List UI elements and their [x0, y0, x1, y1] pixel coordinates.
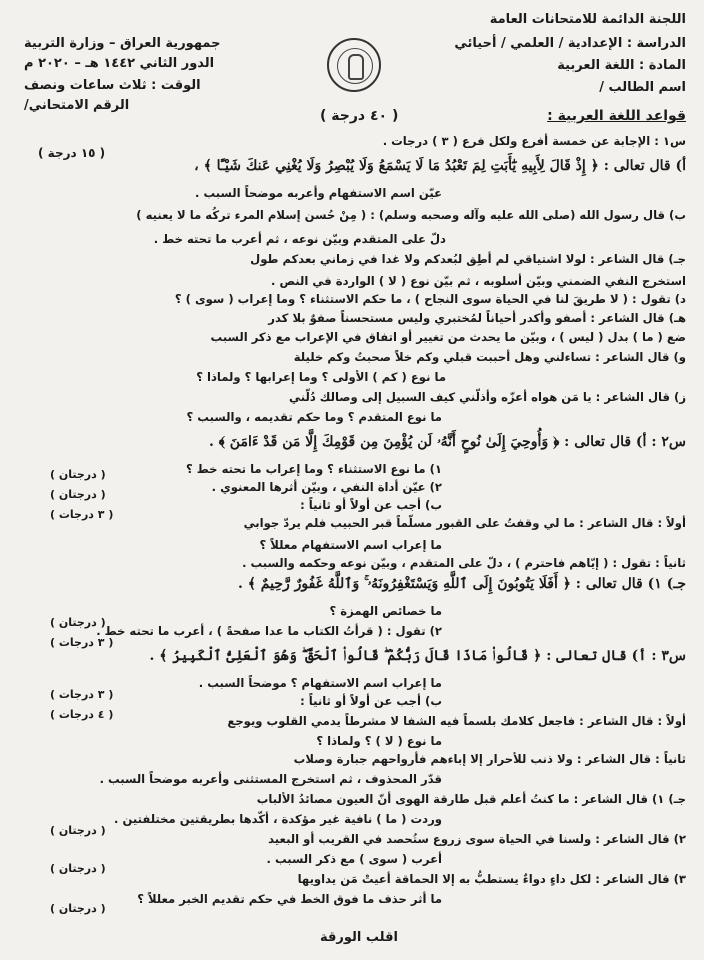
q2-mark-2: ( درجتان ): [50, 488, 106, 501]
header-student-name: اسم الطالب /: [599, 80, 686, 95]
header-committee: اللجنة الدائمة للامتحانات العامة: [489, 12, 686, 27]
header-exam-number: الرقم الامتحاني/: [24, 98, 130, 113]
q2-b-first: أولاً : قال الشاعر : ما لي وقفتُ على القبور مسلّماً قبر الحبيب فلم يردّ جوابي: [243, 516, 686, 530]
q2-c-2: ٢) تقول : ( قرأتُ الكتاب ما عدا صفحةً ) ، أعرب ما تحته خط .: [96, 624, 442, 638]
q3-mark-5: ( درجتان ): [50, 902, 106, 915]
q1-a-verse: أ) قال تعالى : ﴿ إِذْ قَالَ لِأَبِيهِ يَٰٓأَبَتِ لِمَ تَعْبُدُ مَا لَا يَسْمَعُ وَلَا يُبْصِرُ وَلَا يُغْنِي عَنكَ شَيْـًٔا ﴾ ،: [194, 158, 686, 174]
q3-b-second-task: قدّر المحذوف ، ثم استخرج المستثنى وأعربه موضحاً السبب .: [99, 772, 442, 786]
q1-a-task: عيّن اسم الاستفهام وأعربه موضحاً السبب .: [195, 186, 442, 200]
q3-b-second: ثانياً : قال الشاعر : ولا ذنب للأحرار إلا إباءهم فأرواحهم جبارة وصلاب: [293, 752, 686, 766]
q2-b-second: ثانياً : تقول : ( إيّاهم فاحترم ) ، دلّ على المتقدم ، وبيّن نوعه وحكمه والسبب .: [242, 556, 686, 570]
turn-page-note: اقلب الورقة: [320, 930, 398, 945]
q3-b-first: أولاً : قال الشاعر : فاجعل كلامك بلسماً فيه الشفا لا مشرطاً يدمي القلوب ويوجع: [227, 714, 686, 728]
q3-mark-2: ( ٤ درجات ): [50, 708, 114, 721]
q3-a-task: ما إعراب اسم الاستفهام ؟ موضحاً السبب .: [198, 676, 442, 690]
q1-e-verse: هـ) قال الشاعر : أصفو وأكدر أحياناً لمُختبري وليس مستحسناً صفوٌ بلا كدر: [268, 311, 686, 325]
q3-c-2-verse: ٢) قال الشاعر : ولسنا في الحياة سوى زروع ستُحصد في القريب أو البعيد: [268, 832, 686, 846]
q1-c-verse: جـ) قال الشاعر : لولا اشتياقي لم أطِق لبُعدكم ولا غدا في زماني بعدكم طول: [250, 252, 686, 266]
q1-marks: ( ١٥ درجة ): [38, 146, 106, 160]
q2-b-first-task: ما إعراب اسم الاستفهام معللاً ؟: [259, 538, 442, 552]
q3-a-verse: س٣ : أ) قال تعالى : ﴿ قَالُوا۟ مَاذَا قَالَ رَبُّكُمْ ۖ قَالُوا۟ ٱلْحَقَّ ۖ وَهُوَ ٱلْعَلِىُّ ٱلْكَبِيرُ ﴾ .: [149, 648, 686, 664]
q2-b-instr: ب) أجب عن أولاً أو ثانياً :: [300, 498, 442, 512]
q1-g-verse: ز) قال الشاعر : يا مَن هواه أعزّه وأذلّني كيف السبيل إلى وصالك دُلّني: [289, 390, 686, 404]
q1-e-task: ضع ( ما ) بدل ( ليس ) ، وبيّن ما يحدث من تغيير أو اتفاق في الإعراب مع ذكر السبب: [210, 330, 686, 344]
q3-c-2-task: أعرب ( سوى ) مع ذكر السبب .: [266, 852, 442, 866]
q3-mark-4: ( درجتان ): [50, 862, 106, 875]
q2-mark-3: ( ٣ درجات ): [50, 508, 114, 521]
q3-mark-1: ( ٣ درجات ): [50, 688, 114, 701]
q2-c-verse: جـ) ١) قال تعالى : ﴿ أَفَلَا يَتُوبُونَ إِلَى ٱللَّهِ وَيَسْتَغْفِرُونَهُۥ ۚ وَٱللَّهُ غَفُورٌ رَّحِيمٌ ﴾ .: [237, 576, 686, 592]
header-time: الوقت : ثلاث ساعات ونصف: [24, 78, 201, 93]
q2-a-verse: س٢ : أ) قال تعالى : ﴿ وَأُوحِيَ إِلَىٰ نُوحٍ أَنَّهُۥ لَن يُؤْمِنَ مِن قَوْمِكَ إِلَّا مَن قَدْ ءَامَنَ ﴾ .: [208, 434, 686, 450]
q1-f-task: ما نوع ( كم ) الأولى ؟ وما إعرابها ؟ ولماذا ؟: [196, 370, 446, 384]
q3-c-3-verse: ٣) قال الشاعر : لكل داءٍ دواءٌ يستطبُّ به إلا الحماقة أعيتْ مَن يداويها: [297, 872, 686, 886]
q1-b-text: ب) قال رسول الله (صلى الله عليه وآله وصحبه وسلم) : ( مِنْ حُسن إسلام المرء تركُه ما لا يعنيه ): [136, 208, 686, 222]
q1-d-text: د) تقول : ( لا طريقَ لنا في الحياة سوى النجاح ) ، ما حكم الاستثناء ؟ وما إعراب ( سوى ) ؟: [174, 292, 686, 306]
ministry-seal-logo: [327, 38, 381, 92]
q3-b-first-task: ما نوع ( لا ) ؟ ولماذا ؟: [316, 734, 442, 748]
section-marks: ( ٤٠ درجة ): [320, 108, 399, 124]
q1-instruction: س١ : الإجابة عن خمسة أفرع ولكل فرع ( ٣ ) درجات .: [382, 134, 686, 148]
q2-mark-4: ( درجتان ): [50, 616, 106, 629]
q2-mark-1: ( درجتان ): [50, 468, 106, 481]
q1-g-task: ما نوع المتقدم ؟ وما حكم تقديمه ، والسبب ؟: [186, 410, 442, 424]
header-subject: المادة : اللغة العربية: [557, 58, 686, 73]
header-study: الدراسة : الإعدادية / العلمي / أحيائي: [454, 36, 686, 51]
q2-a-2: ٢) عيّن أداة النفي ، وبيّن أثرها المعنوي .: [211, 480, 442, 494]
q1-f-verse: و) قال الشاعر : تساءلني وهل أحببت قبلي وكم خلاً صحبتُ وكم خليلة: [293, 350, 686, 364]
section-title: قواعد اللغة العربية :: [547, 108, 686, 124]
q2-a-1: ١) ما نوع الاستثناء ؟ وما إعراب ما تحته خط ؟: [186, 462, 442, 476]
q2-c-1-task: ما خصائص الهمزة ؟: [329, 604, 442, 618]
q1-c-task: استخرج النفي الضمني وبيّن أسلوبه ، ثم بيّن نوع ( لا ) الواردة في النص .: [271, 274, 686, 288]
q2-mark-5: ( ٣ درجات ): [50, 636, 114, 649]
q3-mark-3: ( درجتان ): [50, 824, 106, 837]
q3-c-1-task: وردت ( ما ) نافية غير مؤكدة ، أكّدها بطريقتين مختلفتين .: [114, 812, 442, 826]
q3-c-1-verse: جـ) ١) قال الشاعر : ما كنتُ أعلم قبل طارقة الهوى أنّ العيون مصائدُ الألباب: [256, 792, 686, 806]
q3-b-instr: ب) أجب عن أولاً أو ثانياً :: [300, 694, 442, 708]
q1-b-task: دلّ على المتقدم وبيّن نوعه ، ثم أعرب ما تحته خط .: [153, 232, 446, 246]
header-country-ministry: جمهورية العراق – وزارة التربية: [24, 36, 221, 51]
header-session-date: الدور الثاني ١٤٤٢ هـ – ٢٠٢٠ م: [24, 56, 215, 71]
q3-c-3-task: ما أثر حذف ما فوق الخط في حكم تقديم الخبر معللاً ؟: [137, 892, 442, 906]
